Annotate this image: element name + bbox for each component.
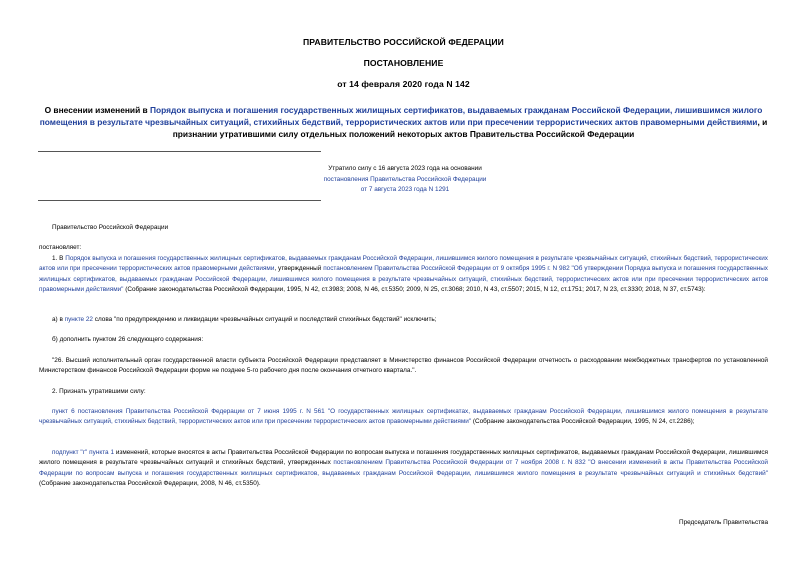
repeal-note-line: Утратило силу с 16 августа 2023 года на основании: [328, 165, 482, 172]
decree-line: постановляет:: [39, 244, 82, 251]
p2b-link-2[interactable]: постановлением Правительства Российской Федерации от 7 ноября 2008 г. N 832 "О внесении изменений в акты Правительства Российской Федерации по вопросам выпуска и погашения государственных жилищных сертификатов, выдаваемых гражданам Российской Федерации, лишившимся жилого помещения в результате чрезвычайных ситуаций и стихийных бедствий": [39, 459, 768, 477]
government-line: Правительство Российской Федерации: [52, 224, 169, 231]
title-suffix: , и признании утратившими силу отдельных положений некоторых актов Правительства Российской Федерации: [172, 117, 768, 139]
header-date-number: от 14 февраля 2020 года N 142: [337, 79, 470, 89]
p1-start: 1. В: [52, 255, 66, 262]
repeal-note-link-2[interactable]: от 7 августа 2023 года N 1291: [360, 186, 450, 193]
document-title: [30, 104, 777, 140]
p1-order-link[interactable]: Порядок выпуска и погашения государственных жилищных сертификатов, выдаваемых гражданам Российской Федерации, лишившимся жилого помещения в результате чрезвычайных ситуаций, стихийных бедствий, террористических актов или при пресечении террористических актов правомерными действиями: [39, 255, 768, 273]
paragraph-b: б) дополнить пунктом 26 следующего содержания:: [52, 336, 204, 343]
header-doc-type: ПОСТАНОВЛЕНИЕ: [363, 58, 444, 68]
p2a-link[interactable]: пункт 6 постановления Правительства Российской Федерации от 7 июня 1995 г. N 561 "О государственных жилищных сертификатах, выдаваемых гражданам Российской Федерации, лишившимся жилого помещения в результате чрезвычайных ситуаций, стихийных бедствий, террористических актов или при пресечении террористических актов правомерными действиями": [39, 408, 768, 426]
pa-end: слова "по предупреждению и ликвидации чрезвычайных ситуаций и последствий стихийных бедствий" исключить;: [93, 316, 437, 323]
paragraph-2: 2. Признать утратившими силу:: [52, 388, 146, 395]
p2a-end: (Собрание законодательства Российской Федерации, 1995, N 24, ст.2286);: [471, 418, 695, 426]
p2b-end: (Собрание законодательства Российской Федерации, 2008, N 46, ст.5350).: [39, 480, 261, 488]
repeal-note-link-1[interactable]: постановления Правительства Российской Федерации: [323, 175, 487, 183]
paragraph-a: [39, 315, 768, 325]
repeal-note: [290, 164, 520, 196]
header-authority: ПРАВИТЕЛЬСТВО РОССИЙСКОЙ ФЕДЕРАЦИИ: [303, 37, 504, 47]
title-prefix: О внесении изменений в: [44, 105, 151, 115]
p1-mid: , утвержденный: [274, 265, 324, 273]
paragraph-2a: [39, 407, 768, 428]
signature: Председатель Правительства: [679, 519, 768, 526]
p2b-link-1[interactable]: подпункт "г" пункта 1: [52, 449, 115, 456]
paragraph-2b: [39, 448, 768, 490]
divider-bottom: [38, 200, 321, 201]
divider-top: [38, 151, 321, 152]
paragraph-26: "26. Высший исполнительный орган государственной власти субъекта Российской Федерации представляет в Министерство финансов Российской Федерации отчетность о расходовании межбюджетных трансфертов по установленной Министерством финансов Российской Федерации форме не позднее 5-го рабочего дня после окончания отчетного квартала.".: [39, 357, 768, 375]
p1-decree-link[interactable]: постановлением Правительства Российской Федерации от 9 октября 1995 г. N 982 "Об утверждении Порядка выпуска и погашения государственных жилищных сертификатов, выдаваемых гражданам Российской Федерации, лишившимся жилого помещения в результате чрезвычайных ситуаций, стихийных бедствий, террористических актов или при пресечении террористических актов правомерными действиями": [39, 265, 768, 294]
paragraph-1: [39, 254, 768, 296]
title-order-link[interactable]: Порядок выпуска и погашения государственных жилищных сертификатов, выдаваемых гражданам Российской Федерации, лишившимся жилого помещения в результате чрезвычайных ситуаций, стихийных бедствий, террористических актов или при пресечении террористических актов правомерными действиями: [39, 105, 763, 127]
p1-end: (Собрание законодательства Российской Федерации, 1995, N 42, ст.3983; 2008, N 46, ст.5350; 2009, N 25, ст.3068; 2010, N 43, ст.5507; 2015, N 12, ст.1751; 2017, N 23, ст.3330; 2018, N 37, ст.5743):: [123, 286, 706, 294]
pa-link[interactable]: пункте 22: [64, 316, 93, 323]
pa-start: а) в: [52, 316, 65, 323]
p2b-mid: изменений, которые вносятся в акты Правительства Российской Федерации по вопросам выпуска и погашения государственных жилищных сертификатов, выдаваемых гражданам Российской Федерации, лишившимся жилого помещения в результате чрезвычайных ситуаций и стихийных бедствий, утвержденных: [39, 449, 768, 467]
